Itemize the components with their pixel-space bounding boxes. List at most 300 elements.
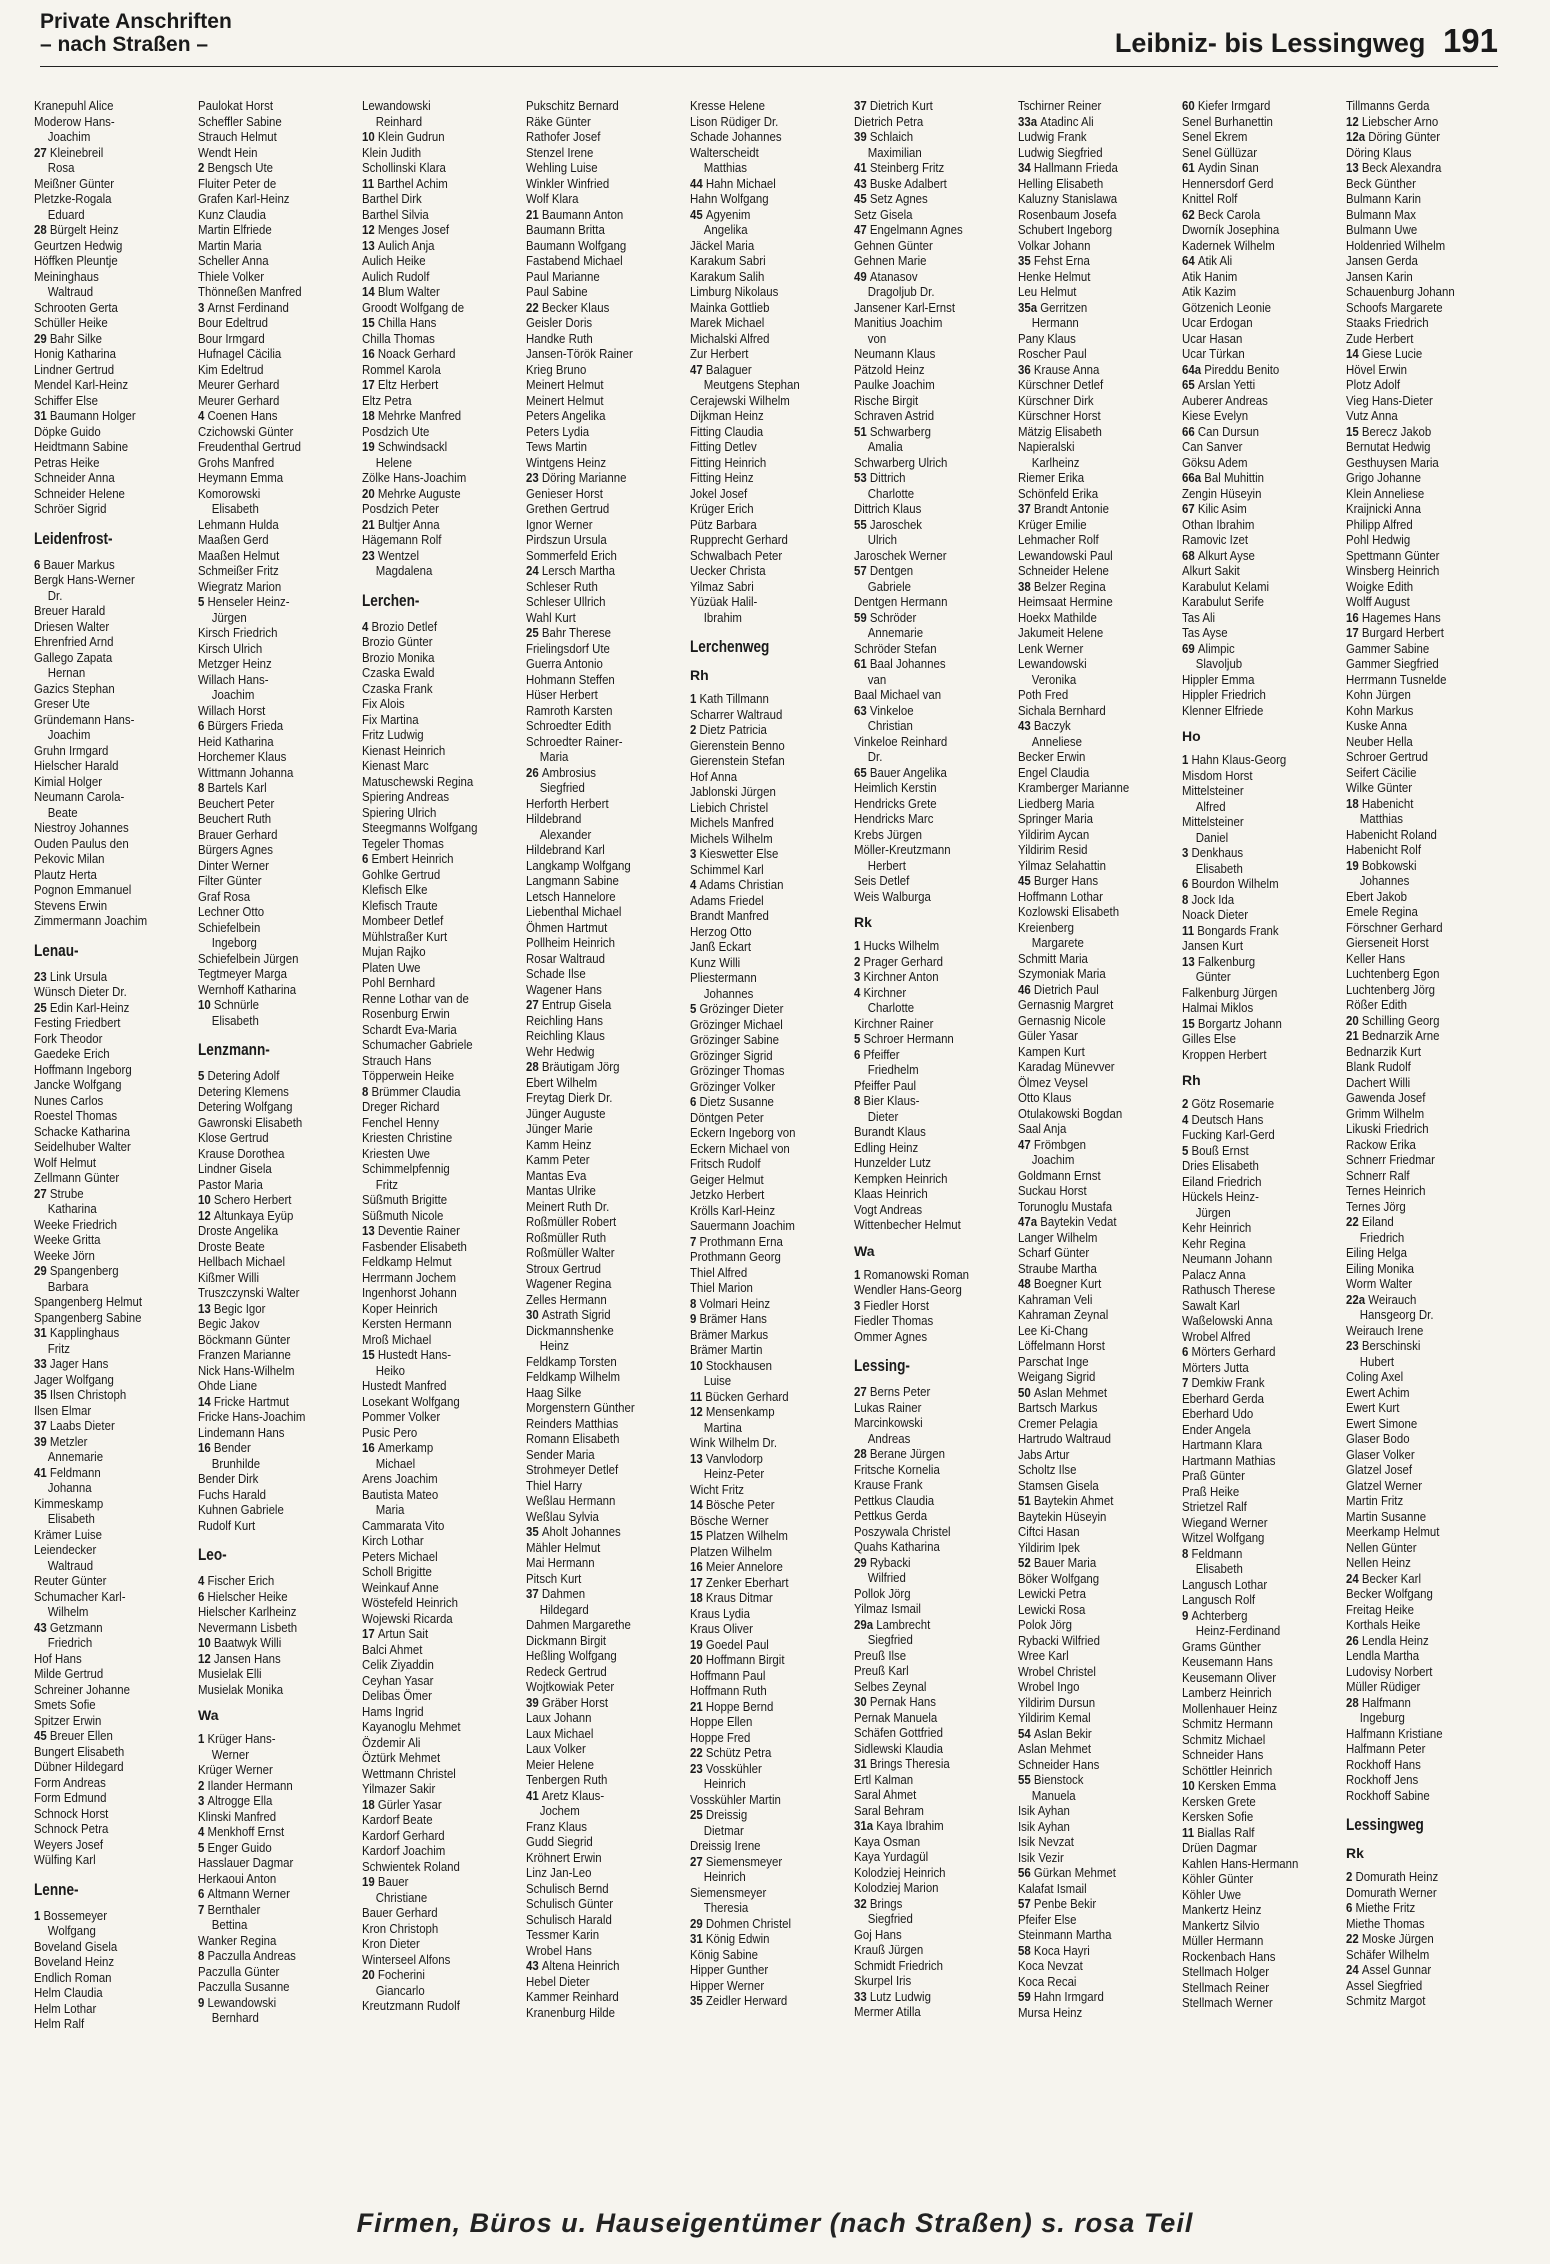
resident-entry: Herkaoui Anton (198, 1870, 277, 1886)
house-number: 51 (854, 423, 870, 439)
resident-entry: Seidelhuber Walter (34, 1139, 131, 1154)
resident-entry: Wünsch Dieter Dr. (34, 984, 127, 999)
entry-continuation: Joachim (47, 129, 91, 144)
resident-entry (1182, 470, 1319, 486)
entry-continuation: Hansgeorg Dr. (1359, 1307, 1434, 1322)
resident-entry: Lewandowski Paul (1018, 547, 1113, 563)
resident-entry: Dworník Josephina (1182, 222, 1280, 237)
resident-entry: Jansen Gerda (1346, 253, 1418, 268)
resident-entry: Kardorf Joachim (362, 1843, 446, 1858)
resident-name: Henseler Heinz- (207, 594, 290, 609)
resident-entry: Dahmen Margarethe (526, 1617, 631, 1632)
resident-entry: Chilla Thomas (362, 330, 435, 346)
resident-entry: Herzog Otto (690, 923, 752, 939)
resident-name: Falkenburg (1197, 953, 1256, 969)
resident-entry: Nunes Carlos (34, 1092, 104, 1108)
resident-name: Paczulla Andreas (207, 1948, 296, 1963)
house-number: 12 (1346, 113, 1362, 129)
resident-entry (854, 191, 991, 207)
house-number: 6 (34, 556, 44, 572)
house-number: 8 (1182, 891, 1192, 907)
resident-entry: Glatzel Werner (1346, 1477, 1423, 1493)
resident-entry: Thiel Harry (526, 1477, 582, 1493)
resident-entry: Nick Hans-Wilhelm (198, 1362, 295, 1378)
resident-entry: Luchtenberg Egon (1346, 966, 1440, 981)
resident-entry (34, 1356, 171, 1372)
resident-entry: Jünger Marie (526, 1121, 593, 1136)
resident-entry: Nellen Günter (1346, 1539, 1417, 1555)
resident-entry: Hoffmann Lothar (1018, 888, 1103, 904)
house-number: 11 (1182, 922, 1198, 938)
resident-entry: Droste Angelika (198, 1223, 279, 1238)
resident-entry: Isik Ayhan (1018, 1818, 1070, 1834)
house-number: 15 (362, 315, 378, 330)
house-number: 35 (690, 1993, 706, 2008)
resident-entry: Woigke Edith (1346, 578, 1414, 594)
resident-entry (690, 846, 827, 862)
house-number: 16 (362, 346, 378, 361)
resident-entry: Yildirim Resid (1018, 842, 1088, 857)
resident-name: Bahr Therese (541, 625, 611, 640)
resident-entry (526, 470, 663, 486)
resident-name: Boegner Kurt (1033, 1276, 1102, 1291)
resident-entry (1018, 1276, 1155, 1292)
resident-name: Dohmen Christel (705, 1915, 792, 1931)
resident-entry: Pätzold Heinz (854, 361, 925, 377)
resident-entry: Rommel Karola (362, 361, 441, 377)
house-number: 34 (1018, 160, 1034, 175)
resident-entry: Klein Anneliese (1346, 485, 1425, 501)
resident-entry: Zellmann Günter (34, 1170, 120, 1185)
house-number: 9 (1182, 1607, 1192, 1623)
resident-entry: Kiese Evelyn (1182, 408, 1249, 423)
resident-entry: Blank Rudolf (1346, 1059, 1411, 1074)
house-number: 16 (690, 1559, 706, 1574)
entry-continuation: Waltraud (47, 284, 94, 299)
resident-name: Baumann Holger (49, 408, 136, 423)
resident-entry: Stellmach Werner (1182, 1995, 1273, 2010)
house-number: 61 (854, 656, 870, 671)
house-number: 16 (1346, 609, 1362, 625)
entry-continuation: Luise (703, 1373, 732, 1388)
resident-entry: Thiel Marion (690, 1280, 753, 1295)
house-number: 45 (854, 191, 870, 206)
resident-entry: Vogt Andreas (854, 1201, 923, 1217)
resident-entry: Gruhn Irmgard (34, 742, 109, 758)
resident-entry (1346, 1633, 1483, 1649)
resident-entry: Sidlewski Klaudia (854, 1740, 943, 1756)
resident-name: Belzer Regina (1033, 578, 1106, 594)
resident-entry: Wittmann Johanna (198, 764, 294, 780)
resident-entry (1346, 114, 1483, 130)
resident-entry: Fitting Heinz (690, 470, 754, 485)
resident-entry (34, 1620, 171, 1636)
resident-entry: Langkamp Wolfgang (526, 857, 631, 873)
resident-entry: Feldkamp Helmut (362, 1254, 452, 1269)
resident-entry: Paczulla Günter (198, 1963, 280, 1979)
resident-entry: Komorowski (198, 485, 261, 501)
resident-entry: Kresse Helene (690, 98, 766, 113)
resident-name: Zeidler Herward (705, 1993, 788, 2008)
resident-entry: Ramovic Izet (1182, 532, 1249, 547)
house-number: 41 (526, 1787, 542, 1803)
house-number: 8 (1182, 1545, 1192, 1561)
resident-entry: Krieg Bruno (526, 361, 587, 377)
resident-entry (34, 1387, 171, 1403)
resident-entry: Pany Klaus (1018, 330, 1076, 346)
resident-entry: Koca Nevzat (1018, 1958, 1083, 1973)
resident-entry: Rockenbach Hans (1182, 1948, 1276, 1964)
resident-entry: Jansen-Török Rainer (526, 346, 633, 361)
resident-entry: Mühlstraßer Kurt (362, 928, 448, 944)
resident-name: Bultjer Anna (377, 516, 440, 532)
entry-continuation: von (867, 330, 887, 346)
resident-entry: Kramberger Marianne (1018, 780, 1130, 795)
resident-entry (362, 1347, 499, 1363)
resident-name: Jager Hans (49, 1356, 109, 1371)
resident-name: Mehrke Manfred (377, 408, 462, 423)
resident-entry: Fluiter Peter de (198, 175, 277, 191)
resident-entry: Wülfing Karl (34, 1852, 96, 1867)
house-number: 22 (1346, 1931, 1362, 1946)
resident-entry: Müller Rüdiger (1346, 1679, 1421, 1694)
resident-entry (690, 362, 827, 378)
resident-entry: Winterseel Alfons (362, 1951, 451, 1967)
resident-name: Beck Alexandra (1361, 160, 1442, 175)
resident-name: Jock Ida (1191, 891, 1235, 907)
resident-entry (1018, 1943, 1155, 1959)
resident-name: Begic Igor (213, 1300, 266, 1316)
resident-name: Hahn Klaus-Georg (1191, 752, 1287, 767)
resident-entry: Domurath Werner (1346, 1884, 1437, 1900)
resident-name: Domurath Heinz (1355, 1869, 1439, 1884)
resident-entry: Form Edmund (34, 1790, 107, 1805)
resident-entry (1346, 858, 1483, 874)
area-code: Rh (690, 667, 709, 683)
resident-entry: Praß Heike (1182, 1483, 1240, 1499)
house-number: 6 (198, 1588, 208, 1604)
resident-entry: Aulich Rudolf (362, 268, 430, 284)
house-number: 37 (1018, 501, 1034, 516)
resident-entry: Grözinger Volker (690, 1078, 776, 1094)
resident-entry: Räke Günter (526, 113, 591, 129)
resident-name: Brämer Hans (699, 1311, 767, 1326)
resident-entry (1018, 1989, 1155, 2005)
resident-entry: Pfeiffer Paul (854, 1077, 917, 1093)
resident-name: Hahn Irmgard (1033, 1989, 1104, 2004)
resident-entry: Ramroth Karsten (526, 702, 613, 718)
resident-entry: Kron Dieter (362, 1936, 420, 1951)
resident-entry: Praß Günter (1182, 1468, 1245, 1483)
entry-continuation: Maria (375, 1502, 405, 1517)
resident-entry: Spiering Ulrich (362, 804, 437, 820)
house-number: 28 (34, 222, 50, 237)
resident-name: Schwarberg (869, 423, 931, 439)
entry-continuation: Helene (375, 454, 413, 470)
house-number: 28 (526, 1059, 542, 1074)
resident-entry: Peters Lydia (526, 423, 590, 439)
resident-entry: Isik Ayhan (1018, 1803, 1070, 1818)
resident-entry: Winkler Winfried (526, 175, 610, 191)
resident-entry (34, 1434, 171, 1450)
house-number: 15 (362, 1347, 378, 1362)
resident-name: Altmann Werner (207, 1886, 290, 1901)
resident-entry: Hipper Werner (690, 1977, 765, 1993)
resident-entry: Walterscheidt (690, 144, 759, 160)
resident-entry: Pliestermann (690, 970, 757, 985)
resident-entry (1018, 1772, 1155, 1788)
resident-entry: Karakum Salih (690, 268, 765, 284)
resident-entry: Ölmez Veysel (1018, 1074, 1088, 1090)
page-number: 191 (1442, 22, 1498, 59)
resident-entry: Schulisch Bernd (526, 1880, 609, 1896)
resident-entry: Vosskühler Martin (690, 1791, 781, 1807)
resident-entry: Bulmann Uwe (1346, 222, 1418, 237)
resident-entry: Ebert Wilhelm (526, 1074, 598, 1090)
resident-entry: Gazics Stephan (34, 680, 115, 696)
house-number: 3 (854, 969, 864, 984)
resident-entry (1182, 752, 1319, 768)
resident-entry: Cammarata Vito (362, 1517, 445, 1533)
house-number: 12 (198, 1650, 214, 1666)
resident-name: Döring Günter (1368, 129, 1441, 144)
resident-entry: Neumann Johann (1182, 1251, 1273, 1266)
resident-entry: Kunz Willi (690, 954, 741, 970)
resident-entry (1018, 982, 1155, 998)
house-number: 43 (34, 1619, 50, 1635)
resident-entry: Wintgens Heinz (526, 454, 607, 470)
resident-entry: Weyers Josef (34, 1836, 104, 1852)
house-number: 26 (526, 764, 542, 780)
house-number: 19 (362, 1874, 378, 1889)
resident-entry (690, 1358, 827, 1374)
resident-entry: Tessmer Karin (526, 1927, 600, 1942)
house-number: 12 (198, 1207, 214, 1223)
resident-entry: Gernasnig Margret (1018, 997, 1114, 1012)
house-number: 8 (362, 1083, 372, 1099)
house-number: 29 (34, 1263, 50, 1278)
resident-entry (690, 1404, 827, 1420)
house-number: 17 (1346, 625, 1362, 640)
resident-entry (34, 408, 171, 424)
resident-name: Spangenberg (49, 1263, 119, 1278)
resident-entry: Dickmann Birgit (526, 1632, 607, 1648)
resident-name: Engelmann Agnes (869, 222, 963, 237)
house-number: 21 (1346, 1028, 1362, 1043)
resident-entry (362, 377, 499, 393)
resident-entry: Otulakowski Bogdan (1018, 1105, 1123, 1121)
entry-continuation: Fritz (375, 1176, 398, 1192)
resident-name: Koca Hayri (1033, 1942, 1090, 1958)
resident-entry: Detering Wolfgang (198, 1099, 293, 1114)
resident-entry (362, 851, 499, 867)
resident-entry: Gudd Siegrid (526, 1834, 593, 1849)
street-heading: Leidenfrost- (34, 528, 113, 548)
resident-entry (1018, 160, 1155, 176)
resident-entry: Pitsch Kurt (526, 1570, 582, 1586)
resident-entry: Ternes Heinrich (1346, 1183, 1426, 1198)
resident-entry: Szymoniak Maria (1018, 966, 1106, 981)
resident-entry: Schneider Helene (34, 485, 125, 501)
resident-entry: Geurtzen Hedwig (34, 237, 123, 253)
resident-entry: Bernutat Hedwig (1346, 439, 1431, 454)
resident-name: Bourdon Wilhelm (1191, 876, 1279, 891)
resident-entry (1182, 1016, 1319, 1032)
resident-entry: Weis Walburga (854, 888, 931, 904)
entry-continuation: Brunhilde (211, 1455, 261, 1471)
resident-entry: Frielingsdorf Ute (526, 640, 610, 656)
resident-entry: Mittelsteiner (1182, 783, 1244, 798)
resident-entry (526, 300, 663, 316)
resident-entry (198, 1651, 335, 1667)
resident-entry: Droste Beate (198, 1238, 265, 1254)
resident-name: Barthel Achim (377, 175, 448, 191)
entry-continuation: Elisabeth (211, 501, 259, 516)
entry-continuation: Hernan (47, 665, 86, 680)
resident-entry: Haag Silke (526, 1384, 582, 1400)
resident-name: Lambrecht (876, 1616, 931, 1632)
resident-entry (34, 222, 171, 238)
resident-entry: Stellmach Holger (1182, 1964, 1270, 1979)
house-number: 13 (362, 1223, 378, 1238)
house-number: 9 (198, 1994, 208, 2010)
resident-entry: Endlich Roman (34, 1969, 112, 1985)
house-number: 27 (34, 144, 50, 160)
house-number: 59 (1018, 1989, 1034, 2004)
resident-name: Halfmann (1361, 1694, 1411, 1710)
resident-entry (362, 1440, 499, 1456)
resident-entry: Gawronski Elisabeth (198, 1114, 303, 1130)
resident-name: Balaguer (705, 361, 752, 377)
resident-entry: Wrobel Hans (526, 1942, 592, 1958)
entry-continuation: Fritz (47, 1340, 70, 1356)
area-code: Rh (1182, 1072, 1201, 1088)
resident-name: König Edwin (705, 1931, 770, 1946)
resident-entry (362, 222, 499, 238)
entry-continuation: Amalia (867, 439, 903, 454)
resident-entry: Worm Walter (1346, 1276, 1413, 1291)
resident-entry (362, 548, 499, 564)
resident-name: Fischer Erich (207, 1573, 275, 1588)
resident-entry: Hägemann Rolf (362, 532, 442, 547)
resident-entry: Tschirner Reiner (1018, 98, 1102, 113)
resident-entry: Dickmannshenke (526, 1322, 614, 1338)
resident-entry: Schnock Petra (34, 1821, 109, 1836)
resident-entry (1018, 501, 1155, 517)
resident-entry: Thönneßen Manfred (198, 284, 302, 299)
resident-entry: Vutz Anna (1346, 408, 1398, 423)
resident-entry: Hövel Erwin (1346, 361, 1408, 377)
resident-entry: Brauer Gerhard (198, 826, 278, 842)
resident-entry (1182, 377, 1319, 393)
resident-entry: Yilmaz Ismail (854, 1601, 921, 1616)
resident-entry (1346, 1962, 1483, 1978)
resident-entry: Tas Ayse (1182, 625, 1228, 640)
resident-name: Atanasov (869, 268, 918, 284)
resident-entry: Hunzelder Lutz (854, 1155, 931, 1170)
house-number: 6 (1182, 1344, 1192, 1359)
resident-entry: Höffken Pleuntje (34, 253, 118, 268)
resident-name: Schero Herbert (213, 1192, 292, 1207)
street-heading: Lessingweg (1346, 1815, 1424, 1834)
resident-entry: Schmidt Friedrich (854, 1957, 943, 1973)
house-number: 39 (526, 1694, 542, 1710)
house-number: 25 (690, 1807, 706, 1822)
resident-entry: Jabs Artur (1018, 1446, 1070, 1462)
resident-entry: Waßelowski Anna (1182, 1313, 1273, 1328)
resident-entry: Hipper Gunther (690, 1962, 769, 1977)
resident-entry: Dittrich Klaus (854, 501, 922, 516)
resident-entry: Rockhoff Sabine (1346, 1787, 1430, 1803)
resident-entry: Langusch Lothar (1182, 1576, 1268, 1592)
resident-entry: Zur Herbert (690, 346, 749, 361)
resident-entry: Manitius Joachim (854, 315, 943, 330)
resident-entry: Lamberz Heinrich (1182, 1685, 1272, 1700)
resident-entry: Wojewski Ricarda (362, 1610, 453, 1626)
resident-entry: Aulich Heike (362, 253, 426, 268)
house-number: 18 (362, 1796, 378, 1812)
resident-entry: Kahlen Hans-Hermann (1182, 1855, 1299, 1871)
resident-entry: Pusic Pero (362, 1424, 418, 1440)
resident-entry: Klein Judith (362, 144, 422, 160)
resident-entry (198, 160, 335, 176)
resident-name: Dietz Patricia (699, 722, 767, 737)
resident-name: Bräutigam Jörg (541, 1059, 620, 1074)
resident-entry (1182, 892, 1319, 908)
resident-name: Berns Peter (869, 1384, 931, 1399)
resident-entry: Klinski Manfred (198, 1808, 277, 1824)
resident-entry: Förschner Gerhard (1346, 919, 1443, 935)
resident-entry (690, 1311, 827, 1327)
resident-entry: Habenicht Roland (1346, 826, 1437, 842)
house-number: 1 (34, 1907, 44, 1923)
house-number: 7 (1182, 1375, 1192, 1390)
resident-name: Bal Muhittin (1204, 470, 1265, 485)
resident-entry: Kempken Heinrich (854, 1170, 948, 1186)
resident-entry: Kürschner Dirk (1018, 392, 1094, 408)
resident-entry: Töpperwein Heike (362, 1068, 455, 1083)
resident-entry: Boveland Gisela (34, 1938, 118, 1954)
resident-entry (526, 625, 663, 641)
resident-name: Platzen Wilhelm (705, 1528, 788, 1543)
resident-entry: Jakumeit Helene (1018, 625, 1104, 640)
resident-entry: Mankertz Heinz (1182, 1902, 1262, 1917)
resident-entry (1346, 610, 1483, 626)
entry-continuation: Charlotte (867, 1000, 915, 1015)
resident-entry (1018, 1726, 1155, 1742)
resident-entry: Grams Günther (1182, 1638, 1261, 1654)
resident-entry: Hendricks Marc (854, 811, 934, 826)
resident-entry: Schade Johannes (690, 129, 782, 144)
resident-entry: Hartrudo Waltraud (1018, 1431, 1112, 1446)
resident-entry (1346, 1214, 1483, 1230)
resident-entry (690, 691, 827, 707)
house-number: 45 (690, 206, 706, 222)
house-number: 24 (1346, 1962, 1362, 1977)
resident-entry (526, 765, 663, 781)
resident-name: Brümmer Claudia (371, 1083, 461, 1099)
resident-entry: Ewert Achim (1346, 1384, 1410, 1400)
resident-entry: Schmitt Maria (1018, 950, 1088, 966)
resident-entry: Roestel Thomas (34, 1108, 118, 1123)
resident-entry: Yildirim Kemal (1018, 1710, 1091, 1725)
resident-entry: Roscher Paul (1018, 346, 1087, 361)
house-number: 45 (1018, 873, 1034, 888)
entry-continuation: Waltraud (47, 1557, 94, 1573)
resident-name: Prothmann Erna (699, 1233, 783, 1249)
house-number: 35 (1018, 253, 1034, 268)
resident-entry: Aslan Mehmet (1018, 1741, 1092, 1756)
